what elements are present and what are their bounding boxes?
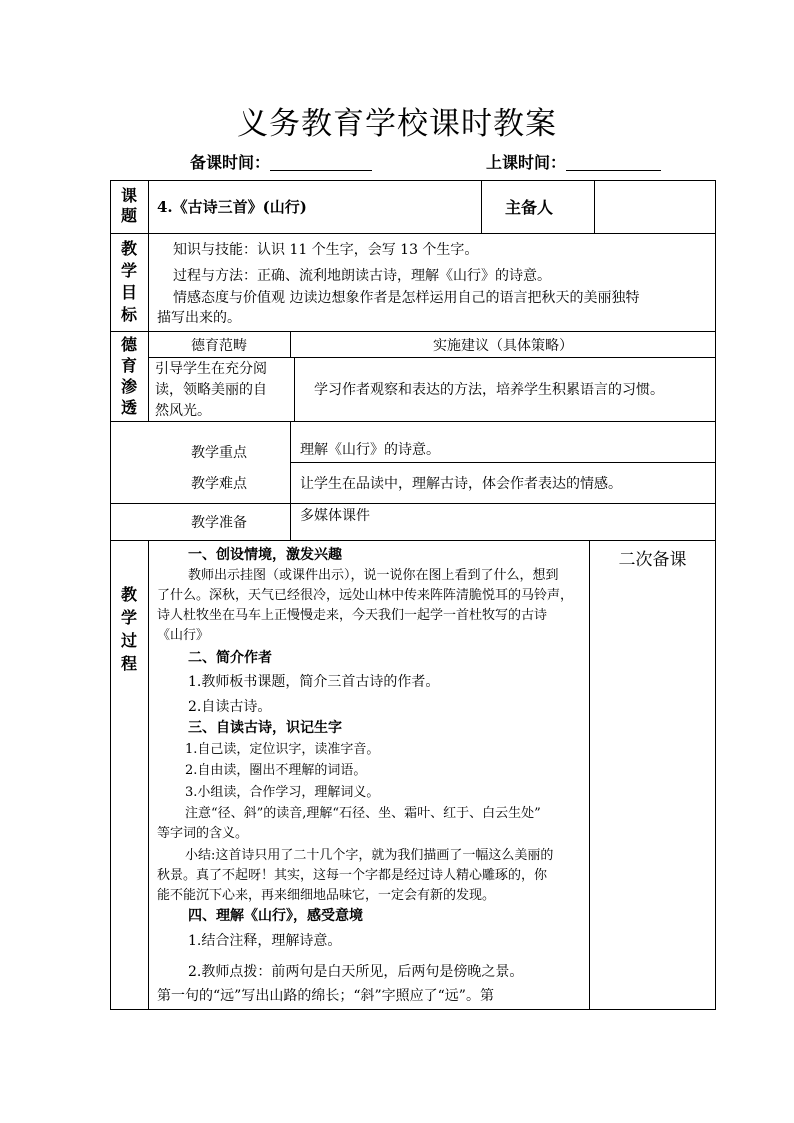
moral-label: 德育渗透 bbox=[120, 335, 137, 417]
process-line: 教师出示挂图（或课件出示），说一说你在图上看到了什么，想到 bbox=[188, 568, 559, 583]
goal-line-4: 描写出来的。 bbox=[157, 310, 241, 326]
difficulty-label: 教学难点 bbox=[191, 476, 247, 492]
process-line: 2.自由读，圈出不理解的词语。 bbox=[185, 763, 367, 778]
moral-col1-line-1: 引导学生在充分阅 bbox=[155, 361, 267, 377]
class-time-label: 上课时间： bbox=[486, 153, 567, 172]
prep-time bbox=[190, 150, 372, 173]
process-line: 2.自读古诗。 bbox=[188, 699, 272, 715]
goals-label: 教学目标 bbox=[120, 239, 137, 324]
document-title: 义务教育学校课时教案 bbox=[237, 106, 557, 142]
section-2-heading: 二、简介作者 bbox=[188, 650, 272, 666]
owner-label: 主备人 bbox=[505, 198, 554, 217]
moral-col1-line-3: 然风光。 bbox=[155, 403, 211, 419]
key-point-label: 教学重点 bbox=[191, 445, 247, 461]
process-line: 小结:这首诗只用了二十几个字，就为我们描画了一幅这么美丽的 bbox=[185, 848, 554, 863]
process-line: 2.教师点拨：前两句是白天所见，后两句是傍晚之景。 bbox=[188, 964, 524, 980]
class-time-blank[interactable] bbox=[566, 154, 661, 171]
section-3-heading: 三、自读古诗，识记生字 bbox=[188, 720, 342, 736]
moral-col1-header: 德育范畴 bbox=[191, 338, 247, 354]
process-line: 第一句的“远”写出山路的绵长；“斜”字照应了“远”。第 bbox=[157, 988, 494, 1004]
process-line: 《山行》 bbox=[157, 628, 210, 643]
moral-col1-line-2: 读，领略美丽的自 bbox=[155, 382, 267, 398]
section-1-heading: 一、创设情境，激发兴趣 bbox=[188, 547, 342, 563]
process-line: 3.小组读，合作学习，理解词义。 bbox=[185, 785, 380, 800]
process-line: 等字词的含义。 bbox=[157, 826, 249, 841]
prep-time-blank[interactable] bbox=[270, 154, 372, 171]
second-prep-header: 二次备课 bbox=[618, 550, 687, 570]
process-line: 秋景。真了不起呀！其实，这每一个字都是经过诗人精心雕琢的，你 bbox=[157, 868, 548, 883]
goal-line-1: 知识与技能：认识 11 个生字，会写 13 个生字。 bbox=[173, 242, 479, 258]
goal-line-3: 情感态度与价值观 边读边想象作者是怎样运用自己的语言把秋天的美丽独特 bbox=[173, 290, 640, 306]
moral-col2-header: 实施建议（具体策略） bbox=[433, 338, 573, 354]
process-line: 能不能沉下心来，再来细细地品味它，一定会有新的发现。 bbox=[157, 888, 496, 903]
process-line: 了什么。深秋，天气已经很冷，远处山林中传来阵阵清脆悦耳的马铃声， bbox=[157, 588, 574, 603]
process-line: 注意“径、斜”的读音,理解“石径、坐、霜叶、红于、白云生处” bbox=[185, 806, 541, 821]
key-point-value: 理解《山行》的诗意。 bbox=[300, 442, 440, 458]
moral-col2-text: 学习作者观察和表达的方法，培养学生积累语言的习惯。 bbox=[314, 382, 664, 398]
topic-label: 课题 bbox=[120, 186, 137, 225]
preparation-label: 教学准备 bbox=[191, 515, 247, 531]
preparation-value: 多媒体课件 bbox=[300, 508, 370, 524]
goal-line-2: 过程与方法：正确、流利地朗读古诗，理解《山行》的诗意。 bbox=[173, 268, 551, 284]
process-line: 1.教师板书课题，简介三首古诗的作者。 bbox=[188, 674, 440, 690]
process-line: 诗人杜牧坐在马车上正慢慢走来，今天我们一起学一首杜牧写的古诗 bbox=[157, 608, 548, 623]
class-time bbox=[486, 150, 661, 173]
process-line: 1.结合注释，理解诗意。 bbox=[188, 933, 342, 949]
section-4-heading: 四、理解《山行》，感受意境 bbox=[188, 908, 363, 924]
prep-time-label: 备课时间： bbox=[190, 153, 271, 172]
topic-value: 4.《古诗三首》(山行) bbox=[157, 198, 307, 216]
difficulty-value: 让学生在品读中，理解古诗，体会作者表达的情感。 bbox=[300, 476, 622, 492]
process-label: 教学过程 bbox=[120, 585, 137, 673]
process-line: 1.自己读，定位识字，读准字音。 bbox=[185, 742, 380, 757]
